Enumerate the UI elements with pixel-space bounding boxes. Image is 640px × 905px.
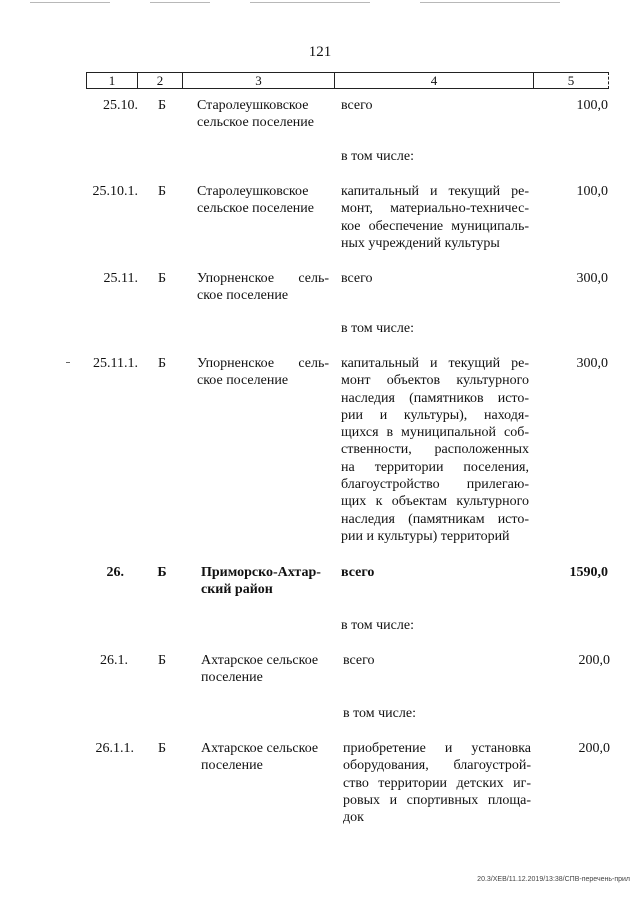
row-number: 25.11.1.: [93, 356, 138, 371]
row-name: Упорненское сель- ское поселение: [197, 271, 329, 304]
row-number: 26.1.1.: [95, 741, 134, 756]
subtotal-label: в том числе:: [343, 706, 416, 721]
row-description: всего: [341, 271, 373, 286]
row-description: капитальный и текущий ре- монт объектов культурного наследия (памятников исто- рии и культуры), находя- щихся в муниципальной соб- ственности, расположенных на территории поселения, благоустройство прилегаю- щих к объектам культурного наследия (памятникам исто- рии и культуры) территорий: [341, 356, 529, 544]
document-footer: 20.3/ХЕВ/11.12.2019/13:38/СПВ-перечень-прил: [477, 876, 630, 883]
header-cell: 2: [137, 72, 183, 89]
row-category: Б: [157, 741, 167, 756]
header-cell: 4: [334, 72, 534, 89]
row-amount: 1590,0: [569, 565, 608, 580]
row-category: Б: [157, 271, 167, 286]
row-amount: 100,0: [576, 98, 608, 113]
row-number: 26.1.: [100, 653, 128, 668]
page-number: 121: [308, 44, 332, 60]
row-name: Упорненское сель- ское поселение: [197, 356, 329, 389]
row-category: Б: [157, 565, 167, 580]
subtotal-label: в том числе:: [341, 618, 414, 633]
row-category: Б: [157, 653, 167, 668]
row-category: Б: [157, 356, 167, 371]
row-name: Старолеушковское сельское поселение: [197, 184, 314, 217]
row-number: 25.10.: [103, 98, 138, 113]
row-amount: 300,0: [576, 356, 608, 371]
row-amount: 200,0: [578, 741, 610, 756]
row-amount: 200,0: [578, 653, 610, 668]
row-description: всего: [343, 653, 375, 668]
row-category: Б: [157, 184, 167, 199]
scan-mark: [66, 362, 70, 363]
row-number: 25.11.: [103, 271, 138, 286]
row-number: 25.10.1.: [92, 184, 138, 199]
row-number: 26.: [106, 565, 124, 580]
header-cell: 1: [86, 72, 138, 89]
header-cell: 3: [182, 72, 335, 89]
row-description: капитальный и текущий ре- монт, материально-техничес- кое обеспечение муниципаль- ных учреждений культуры: [341, 184, 529, 251]
subtotal-label: в том числе:: [341, 321, 414, 336]
row-name: Ахтарское сельское поселение: [201, 741, 319, 774]
row-amount: 100,0: [576, 184, 608, 199]
scan-artifact: [0, 0, 640, 14]
row-description: всего: [341, 98, 373, 113]
row-name: Ахтарское сельское поселение: [201, 653, 319, 686]
row-category: Б: [157, 98, 167, 113]
row-name: Старолеушковское сельское поселение: [197, 98, 314, 131]
row-description: всего: [341, 565, 375, 580]
row-description: приобретение и установка оборудования, благоустрой- ство территории детских иг- ровых и спортивных площа- док: [343, 741, 531, 826]
row-name: Приморско-Ахтар- ский район: [201, 565, 321, 598]
header-cell: 5: [533, 72, 609, 89]
row-amount: 300,0: [576, 271, 608, 286]
subtotal-label: в том числе:: [341, 149, 414, 164]
